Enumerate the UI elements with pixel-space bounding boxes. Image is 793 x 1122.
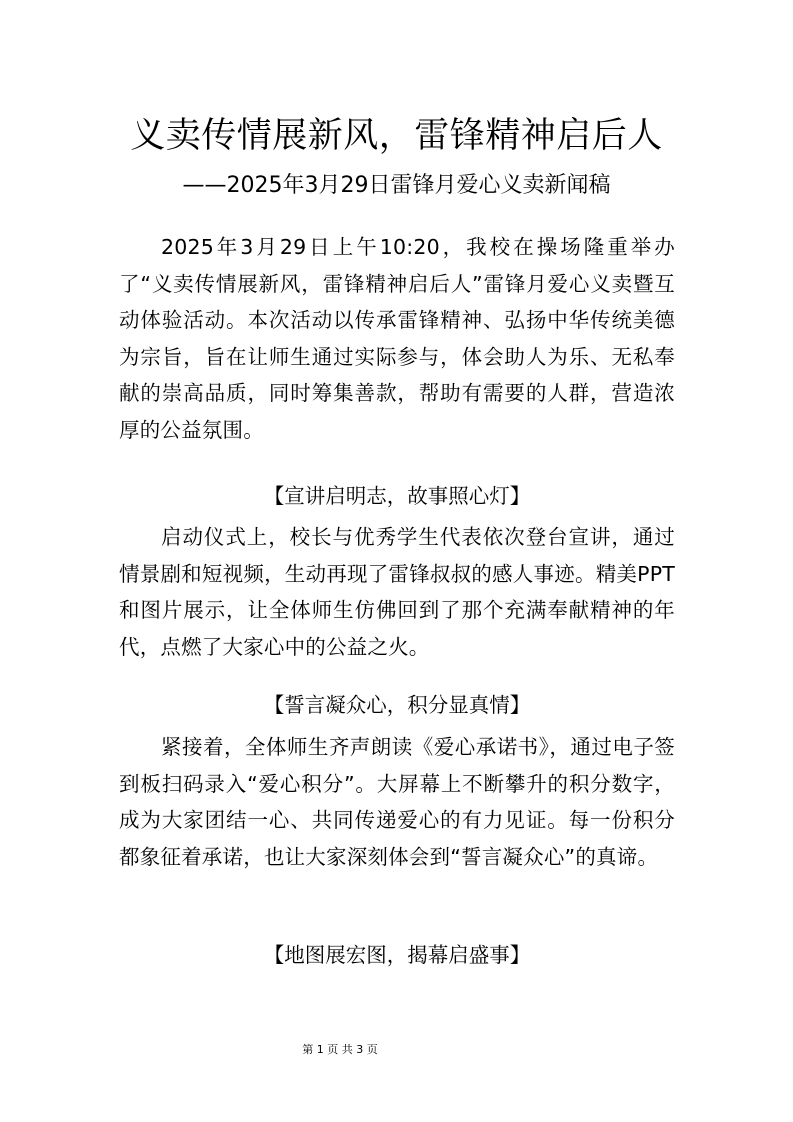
section-heading-speech: 【宣讲启明志，故事照心灯】	[263, 484, 531, 508]
paragraph-intro: 2025年3月29日上午10:20，我校在操场隆重举办了“义卖传情展新风，雷锋精神启后人”雷锋月爱心义卖暨互动体验活动。本次活动以传承雷锋精神、弘扬中华传统美德为宗旨，旨在让师生通过实际参与，体会助人为乐、无私奉献的崇高品质，同时筹集善款，帮助有需要的人群，营造浓厚的公益氛围。	[119, 235, 675, 442]
document-subtitle: ——2025年3月29日雷锋月爱心义卖新闻稿	[182, 173, 611, 198]
paragraph-pledge: 紧接着，全体师生齐声朗读《爱心承诺书》，通过电子签到板扫码录入“爱心积分”。大屏幕上不断攀升的积分数字，成为大家团结一心、共同传递爱心的有力见证。每一份积分都象征着承诺，也让大家深刻体会到“誓言凝众心”的真谛。	[119, 735, 675, 869]
paragraph-speech: 启动仪式上，校长与优秀学生代表依次登台宣讲，通过情景剧和短视频，生动再现了雷锋叔叔的感人事迹。精美PPT和图片展示，让全体师生仿佛回到了那个充满奉献精神的年代，点燃了大家心中的公益之火。	[119, 525, 675, 659]
section-heading-pledge: 【誓言凝众心，积分显真情】	[263, 693, 531, 717]
page-number-footer: 第 1 页 共 3 页	[302, 1043, 378, 1056]
document-title: 义卖传情展新风，雷锋精神启后人	[130, 116, 663, 156]
section-heading-map: 【地图展宏图，揭幕启盛事】	[263, 943, 531, 967]
